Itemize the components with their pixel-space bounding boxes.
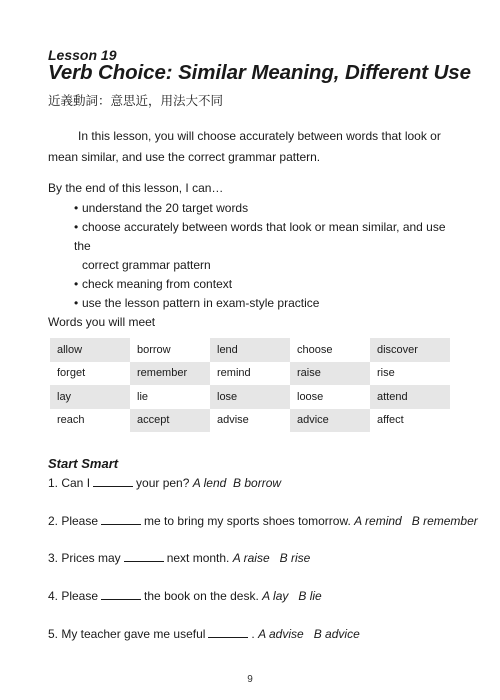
objectives-lead: By the end of this lesson, I can… bbox=[48, 181, 224, 195]
intro-text: In this lesson, you will choose accurately between words that look or mean similar, and use the correct grammar pattern. bbox=[48, 129, 441, 164]
word-cell: lay bbox=[50, 385, 130, 409]
question-3 bbox=[48, 550, 310, 565]
words-label: Words you will meet bbox=[48, 315, 156, 329]
objective-text: use the lesson pattern in exam-style practice bbox=[82, 296, 320, 310]
chinese-subtitle: 近義動詞：意思近，用法大不同 bbox=[48, 93, 224, 108]
objective-item: • use the lesson pattern in exam-style practice bbox=[74, 296, 320, 310]
page-title: Verb Choice: Similar Meaning, Different Use bbox=[48, 61, 471, 84]
word-cell: borrow bbox=[137, 343, 171, 356]
intro-paragraph bbox=[48, 126, 458, 168]
option-a: A remind bbox=[354, 514, 402, 528]
objective-item: • understand the 20 target words bbox=[74, 201, 249, 215]
option-b: B lie bbox=[298, 589, 322, 603]
question-5 bbox=[48, 626, 360, 641]
option-a: A lay bbox=[262, 589, 289, 603]
objective-text: understand the 20 target words bbox=[82, 201, 249, 215]
word-cell: discover bbox=[370, 338, 450, 362]
word-cell: remember bbox=[130, 362, 210, 386]
word-cell: rise bbox=[377, 367, 395, 380]
word-cell: lie bbox=[137, 390, 149, 403]
question-text: 3. Prices may bbox=[48, 551, 121, 565]
answer-blank[interactable] bbox=[93, 475, 133, 487]
word-cell: forget bbox=[57, 367, 86, 380]
option-b: B remember bbox=[411, 514, 478, 528]
table-row bbox=[50, 385, 450, 409]
question-text: 5. My teacher gave me useful bbox=[48, 627, 206, 641]
question-text: the book on the desk. bbox=[144, 589, 259, 603]
objectives-list bbox=[74, 199, 454, 313]
objective-item: • check meaning from context bbox=[74, 277, 233, 291]
answer-blank[interactable] bbox=[208, 626, 248, 638]
question-text: next month. bbox=[166, 551, 230, 565]
option-a: A advise bbox=[258, 627, 304, 641]
answer-blank[interactable] bbox=[101, 513, 141, 525]
section-title: Start Smart bbox=[48, 456, 119, 471]
word-cell: raise bbox=[290, 362, 370, 386]
word-cell: advise bbox=[217, 414, 249, 427]
objective-item: • choose accurately between words that look or mean similar, and use the correct grammar pattern bbox=[74, 218, 454, 275]
word-cell: allow bbox=[50, 338, 130, 362]
word-cell: advice bbox=[290, 409, 370, 433]
word-cell: loose bbox=[297, 390, 324, 403]
option-b: B rise bbox=[279, 551, 311, 565]
question-text: 4. Please bbox=[48, 589, 99, 603]
answer-blank[interactable] bbox=[124, 550, 164, 562]
objective-text-continued: correct grammar pattern bbox=[82, 258, 211, 272]
answer-blank[interactable] bbox=[101, 588, 141, 600]
question-2 bbox=[48, 513, 478, 528]
word-cell: choose bbox=[297, 343, 333, 356]
word-cell: accept bbox=[130, 409, 210, 433]
table-row bbox=[50, 338, 450, 362]
word-cell: attend bbox=[370, 385, 450, 409]
option-b: B borrow bbox=[233, 476, 282, 490]
option-a: A raise bbox=[232, 551, 270, 565]
option-a: A lend bbox=[192, 476, 227, 490]
question-text: your pen? bbox=[136, 476, 190, 490]
table-row bbox=[50, 409, 450, 433]
question-text: . bbox=[251, 627, 255, 641]
question-4 bbox=[48, 588, 322, 603]
table-row bbox=[50, 362, 450, 386]
question-text: 2. Please bbox=[48, 514, 99, 528]
word-cell: affect bbox=[377, 414, 404, 427]
question-text: 1. Can I bbox=[48, 476, 91, 490]
objective-text: check meaning from context bbox=[82, 277, 233, 291]
objective-text: choose accurately between words that look or mean similar, and use the bbox=[74, 220, 446, 253]
question-text: me to bring my sports shoes tomorrow. bbox=[144, 514, 351, 528]
page-number: 9 bbox=[247, 674, 253, 685]
word-cell: reach bbox=[57, 414, 85, 427]
word-cell: lose bbox=[210, 385, 290, 409]
word-cell: lend bbox=[210, 338, 290, 362]
question-1 bbox=[48, 475, 281, 490]
word-cell: remind bbox=[217, 367, 251, 380]
word-table bbox=[50, 338, 450, 432]
lesson-number: Lesson 19 bbox=[48, 47, 117, 63]
option-b: B advice bbox=[313, 627, 360, 641]
